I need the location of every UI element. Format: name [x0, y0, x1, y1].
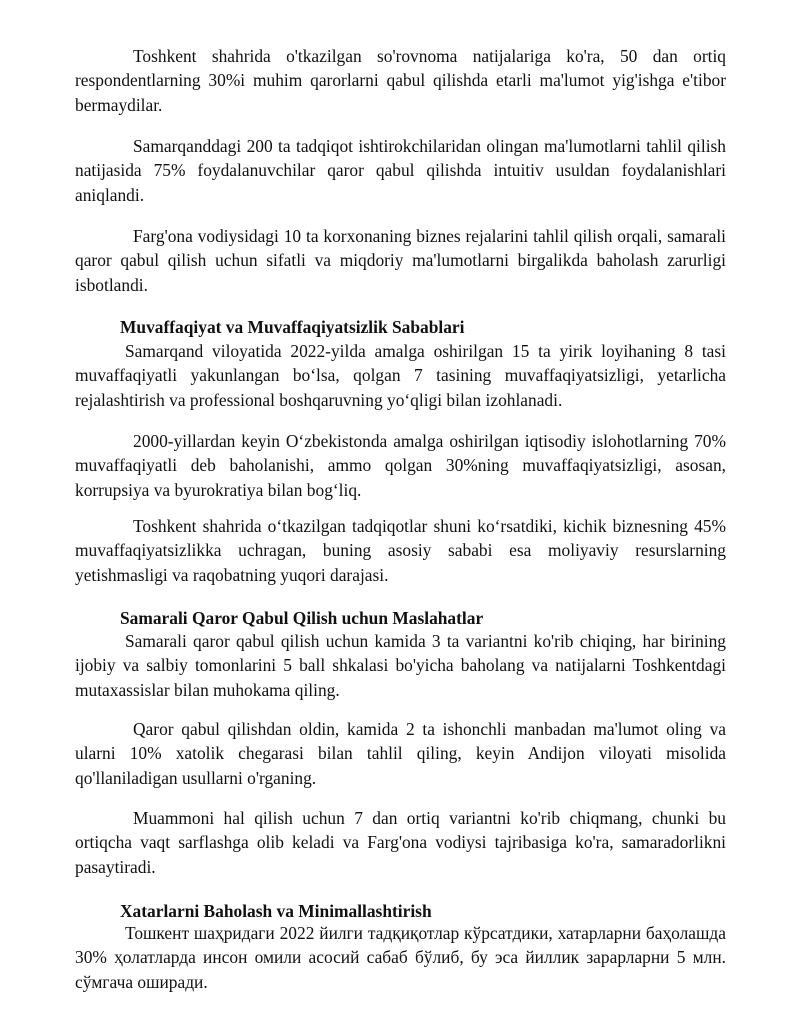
heading-decision-advice: Samarali Qaror Qabul Qilish uchun Maslahatlar	[120, 608, 484, 628]
paragraph-advice-3: Muammoni hal qilish uchun 7 dan ortiq variantni ko'rib chiqmang, chunki bu ortiqcha vaqt sarflashga olib keladi va Farg'ona vodiysi tajribasiga ko'ra, samaradorlikni pasaytiradi.	[75, 808, 726, 877]
paragraph-success-1: Samarqand viloyatida 2022-yilda amalga oshirilgan 15 ta yirik loyihaning 8 tasi muvaffaqiyatli yakunlangan bo‘lsa, qolgan 7 tasining muvaffaqiyatsizligi, yetarlicha rejalashtirish va professional boshqaruvning yo‘qligi bilan izohlanadi.	[75, 341, 726, 410]
paragraph-fergana-business: Farg'ona vodiysidagi 10 ta korxonaning biznes rejalarini tahlil qilish orqali, samarali qaror qabul qilish uchun sifatli va miqdoriy ma'lumotlarni birgalikda baholash zarurligi isbotlandi.	[75, 226, 726, 295]
paragraph-success-3: Toshkent shahrida o‘tkazilgan tadqiqotlar shuni ko‘rsatdiki, kichik biznesning 45% muvaffaqiyatsizlikka uchragan, buning asosiy sababi esa moliyaviy resurslarning yetishmasligi va raqobatning yuqori darajasi.	[75, 516, 726, 585]
heading-risk-assessment: Xatarlarni Baholash va Minimallashtirish	[120, 901, 432, 921]
paragraph-survey-tashkent: Toshkent shahrida o'tkazilgan so'rovnoma natijalariga ko'ra, 50 dan ortiq respondentlarning 30%i muhim qarorlarni qabul qilishda etarli ma'lumot yig'ishga e'tibor bermaydilar.	[75, 46, 726, 115]
paragraph-success-2: 2000-yillardan keyin O‘zbekistonda amalga oshirilgan iqtisodiy islohotlarning 70% muvaffaqiyatli deb baholanishi, ammo qolgan 30%ning muvaffaqiyatsizligi, asosan, korrupsiya va byurokratiya bilan bog‘liq.	[75, 431, 726, 500]
paragraph-risk-1: Тошкент шаҳридаги 2022 йилги тадқиқотлар кўрсатдики, хатарларни баҳолашда 30% ҳолатларда инсон омили асосий сабаб бўлиб, бу эса йиллик зарарларни 5 млн. сўмгача оширади.	[75, 923, 726, 992]
heading-success-reasons: Muvaffaqiyat va Muvaffaqiyatsizlik Sabablari	[120, 317, 465, 337]
paragraph-advice-2: Qaror qabul qilishdan oldin, kamida 2 ta ishonchli manbadan ma'lumot oling va ularni 10% xatolik chegarasi bilan tahlil qiling, keyin Andijon viloyati misolida qo'llaniladigan usullarni o'rganing.	[75, 719, 726, 788]
paragraph-samarkand-study: Samarqanddagi 200 ta tadqiqot ishtirokchilaridan olingan ma'lumotlarni tahlil qilish natijasida 75% foydalanuvchilar qaror qabul qilishda intuitiv usuldan foydalanishlari aniqlandi.	[75, 136, 726, 205]
paragraph-advice-1: Samarali qaror qabul qilish uchun kamida 3 ta variantni ko'rib chiqing, har birining ijobiy va salbiy tomonlarini 5 ball shkalasi bo'yicha baholang va natijalarni Toshkentdagi mutaxassislar bilan muhokama qiling.	[75, 631, 726, 700]
